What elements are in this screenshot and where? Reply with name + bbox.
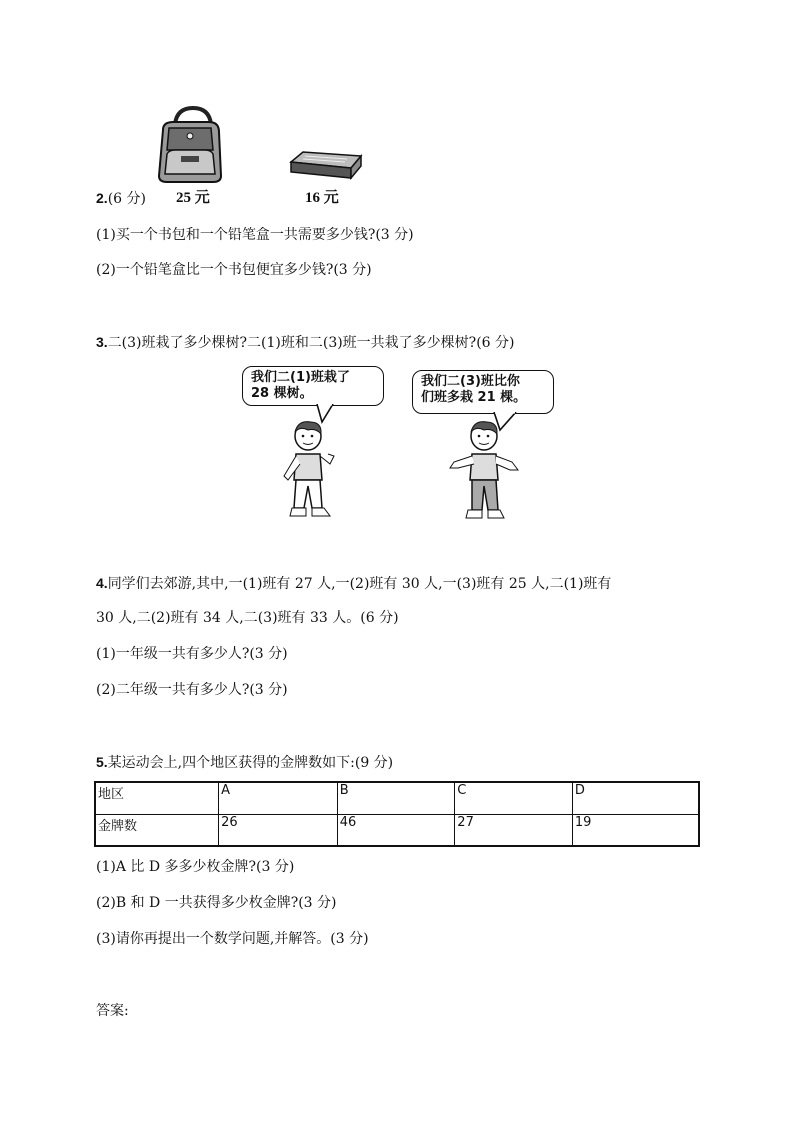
question-5-sub-1: (1)A 比 D 多多少枚金牌?(3 分) xyxy=(96,859,295,875)
question-2-number: 2. xyxy=(96,190,108,206)
medal-table xyxy=(94,781,700,847)
table-cell: 26 xyxy=(219,815,338,847)
table-row xyxy=(95,815,699,847)
boy-right-illustration xyxy=(446,418,520,524)
pencil-box-price: 16 元 xyxy=(305,190,339,206)
table-cell: 46 xyxy=(337,815,455,847)
question-5-sub-3: (3)请你再提出一个数学问题,并解答。(3 分) xyxy=(96,931,369,947)
table-cell: D xyxy=(572,782,699,815)
table-cell: C xyxy=(455,782,573,815)
question-2-sub-1: (1)买一个书包和一个铅笔盒一共需要多少钱?(3 分) xyxy=(96,227,414,243)
question-4-sub-2: (2)二年级一共有多少人?(3 分) xyxy=(96,682,288,698)
pencil-box-illustration xyxy=(289,148,363,184)
table-cell: 地区 xyxy=(95,782,219,815)
table-cell: B xyxy=(337,782,455,815)
speech-bubble-left: 我们二(1)班栽了 28 棵树。 xyxy=(242,366,384,406)
table-cell: A xyxy=(219,782,338,815)
question-3-text: 3.二(3)班栽了多少棵树?二(1)班和二(3)班一共栽了多少棵树?(6 分) xyxy=(96,334,515,351)
question-2-points: (6 分) xyxy=(107,191,146,207)
table-header-row xyxy=(95,782,699,815)
question-4-line-2: 30 人,二(2)班有 34 人,二(3)班有 33 人。(6 分) xyxy=(96,610,399,626)
table-cell: 19 xyxy=(572,815,699,847)
backpack-illustration xyxy=(155,106,225,184)
question-3-number: 3. xyxy=(96,334,108,350)
boy-left-illustration xyxy=(278,418,338,524)
question-4-sub-1: (1)一年级一共有多少人?(3 分) xyxy=(96,646,288,662)
answer-label: 答案: xyxy=(96,1003,129,1019)
question-2-sub-2: (2)一个铅笔盒比一个书包便宜多少钱?(3 分) xyxy=(96,262,372,278)
question-4-number: 4. xyxy=(96,575,108,591)
question-5-text: 5.某运动会上,四个地区获得的金牌数如下:(9 分) xyxy=(96,754,394,771)
backpack-price: 25 元 xyxy=(176,190,210,206)
question-4-line-1: 4.同学们去郊游,其中,一(1)班有 27 人,一(2)班有 30 人,一(3)班有 25 人,二(1)班有 xyxy=(96,575,612,592)
question-2-heading xyxy=(96,189,146,208)
table-cell: 金牌数 xyxy=(95,815,219,847)
speech-bubble-right: 我们二(3)班比你 们班多栽 21 棵。 xyxy=(412,370,554,414)
question-5-sub-2: (2)B 和 D 一共获得多少枚金牌?(3 分) xyxy=(96,895,337,911)
question-5-number: 5. xyxy=(96,754,108,770)
table-cell: 27 xyxy=(455,815,573,847)
